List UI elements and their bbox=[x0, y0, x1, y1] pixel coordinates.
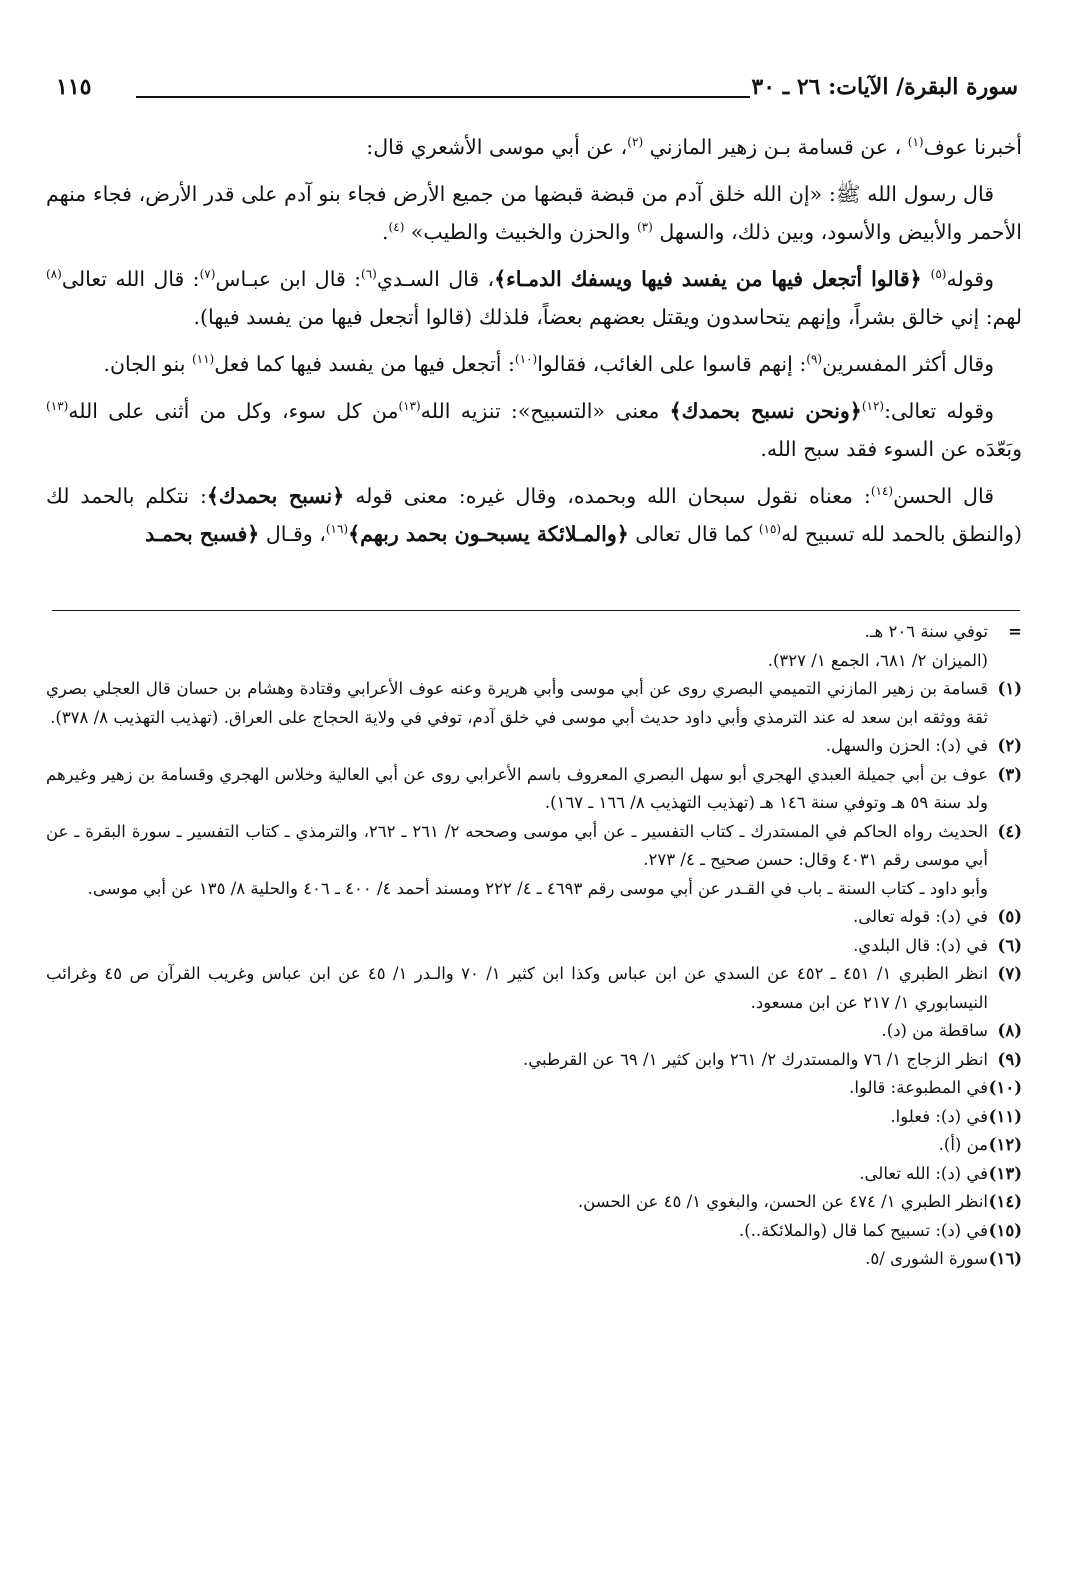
footnote-number: (٨) bbox=[997, 1021, 1022, 1040]
text: : قال الله تعالى bbox=[61, 267, 200, 291]
text: ، عن أبي موسى الأشعري قال: bbox=[366, 135, 628, 159]
continuation-mark: = bbox=[1008, 622, 1022, 641]
paragraph-2 bbox=[46, 175, 1022, 251]
footnote-text: توفي سنة ٢٠٦ هـ. bbox=[864, 622, 988, 641]
footnote-number: (١٢) bbox=[988, 1135, 1022, 1154]
footnote-text: في (د): قال البلدي. bbox=[853, 935, 988, 955]
footnote-ref-6: (٦) bbox=[361, 267, 377, 282]
footnote-number: (١٦) bbox=[988, 1249, 1022, 1268]
footnote-text: ساقطة من (د). bbox=[881, 1021, 988, 1040]
footnote-15 bbox=[46, 1217, 1022, 1246]
footnote-5 bbox=[46, 903, 1022, 932]
footnote-ref-7: (٧) bbox=[199, 267, 216, 282]
footnote-text: في المطبوعة: قالوا. bbox=[849, 1078, 988, 1097]
footnote-number: (٩) bbox=[997, 1049, 1022, 1069]
footnote-ref-9: (٩) bbox=[806, 352, 823, 367]
footnote-4 bbox=[46, 818, 1022, 875]
footnote-14 bbox=[46, 1188, 1022, 1217]
footnote-ref-14: (١٤) bbox=[870, 484, 894, 499]
footnote-text: سورة الشورى /٥. bbox=[865, 1249, 988, 1268]
text: ، وقـال bbox=[259, 522, 326, 546]
paragraph-6 bbox=[46, 477, 1022, 553]
footnote-7 bbox=[46, 960, 1022, 1017]
footnote-8 bbox=[46, 1017, 1022, 1046]
footnote-number: (٦) bbox=[997, 935, 1022, 955]
text: وقال أكثر المفسرين bbox=[822, 352, 994, 376]
footnote-ref-13b: (١٣) bbox=[46, 399, 69, 414]
footnote-16 bbox=[46, 1245, 1022, 1274]
footnote-text: في (د): الحزن والسهل. bbox=[825, 736, 988, 755]
footnote-text: (الميزان ٢/ ٦٨١، الجمع ١/ ٣٢٧). bbox=[767, 650, 988, 670]
footnote-text: من (أ). bbox=[938, 1135, 988, 1154]
footnote-1 bbox=[46, 675, 1022, 732]
footnote-11 bbox=[46, 1103, 1022, 1132]
footnotes bbox=[46, 618, 1022, 1274]
paragraph-1 bbox=[46, 128, 1022, 166]
footnote-ref-16: (١٦) bbox=[325, 522, 349, 537]
footnote-text: في (د): الله تعالى. bbox=[859, 1163, 988, 1183]
footnote-continuation bbox=[46, 618, 1022, 647]
footnote-number: (١٥) bbox=[988, 1220, 1022, 1240]
footnote-9 bbox=[46, 1046, 1022, 1075]
footnote-text: وأبو داود ـ كتاب السنة ـ باب في القـدر عن أبي موسى رقم ٤٦٩٣ ـ ٤/ ٢٢٢ ومسند أحمد ٤/ ٤٠٠ ـ ٤٠٦ والحلية ٨/ ١٣٥ عن أبي موسى. bbox=[87, 878, 988, 898]
text: كما قال تعالى bbox=[628, 522, 759, 546]
footnote-number: (٥) bbox=[997, 907, 1022, 926]
text: : أتجعل فيها من يفسد فيها كما فعل bbox=[214, 352, 515, 376]
running-header bbox=[56, 72, 1018, 112]
footnote-text: في (د): قوله تعالى. bbox=[852, 907, 988, 926]
header-rule bbox=[136, 96, 750, 98]
text: قال الحسن bbox=[893, 484, 994, 508]
footnote-number: (١٣) bbox=[988, 1163, 1022, 1183]
text: بنو الجان. bbox=[103, 352, 192, 376]
footnote-text: انظر الزجاج ١/ ٧٦ والمستدرك ٢/ ٢٦١ وابن كثير ١/ ٦٩ عن القرطبي. bbox=[522, 1049, 988, 1069]
footnote-2 bbox=[46, 732, 1022, 761]
footnote-number: (١٠) bbox=[988, 1078, 1022, 1097]
footnote-number: (٧) bbox=[997, 964, 1022, 983]
footnote-ref-15: (١٥) bbox=[758, 522, 782, 537]
text: ، قال السـدي bbox=[376, 267, 495, 291]
text: : إنهم قاسوا على الغائب، فقالوا bbox=[537, 352, 807, 376]
text: من كل سوء، وكل من أثنى على الله bbox=[68, 399, 399, 423]
main-text bbox=[46, 128, 1022, 562]
footnote-12 bbox=[46, 1131, 1022, 1160]
footnote-ref-8: (٨) bbox=[46, 267, 62, 282]
footnote-text: في (د): تسبيح كما قال (والملائكة..). bbox=[738, 1220, 988, 1240]
footnote-number: (١) bbox=[997, 679, 1022, 698]
footnote-number: (٣) bbox=[997, 764, 1022, 784]
footnote-continuation bbox=[46, 647, 1022, 676]
footnote-ref-1: (١) bbox=[907, 135, 924, 150]
footnote-text: انظر الطبري ١/ ٤٧٤ عن الحسن، والبغوي ١/ ٤٥ عن الحسن. bbox=[577, 1192, 988, 1211]
quran-verse: ﴿نسبح بحمدك﴾ bbox=[206, 484, 345, 508]
text: وقوله bbox=[946, 267, 994, 291]
text: لهم: إني خالق بشراً، وإنهم يتحاسدون ويقتل بعضهم بعضاً، فلذلك (قالوا أتجعل فيها من يفسد فيها). bbox=[193, 305, 1022, 329]
page-number: ١١٥ bbox=[56, 74, 92, 100]
running-title: سورة البقرة/ الآيات: ٢٦ ـ ٣٠ bbox=[751, 74, 1018, 100]
text: وقوله تعالى: bbox=[884, 399, 994, 423]
quran-verse: ﴿قالوا أتجعل فيها من يفسد فيها ويسفك الدمـاء﴾ bbox=[494, 267, 931, 291]
text: قال رسول الله ﷺ: «إن الله خلق آدم من قبضة قبضها من جميع الأرض فجاء بنو آدم على قدر الأرض، فجاء منهم الأحمر والأبيض والأسود، وبين ذلك، والسهل bbox=[46, 182, 1022, 244]
footnote-separator bbox=[52, 610, 1020, 611]
footnote-ref-10: (١٠) bbox=[514, 352, 538, 367]
footnote-ref-4: (٤) bbox=[388, 220, 405, 235]
paragraph-5 bbox=[46, 392, 1022, 468]
paragraph-4 bbox=[46, 345, 1022, 383]
footnote-number: (٤) bbox=[997, 821, 1022, 841]
footnote-13 bbox=[46, 1160, 1022, 1189]
footnote-ref-13: (١٣) bbox=[398, 399, 421, 414]
footnote-text: الحديث رواه الحاكم في المستدرك ـ كتاب التفسير ـ عن أبي موسى وصححه ٢/ ٢٦١ ـ ٢٦٢، والترمذي ـ كتاب التفسير ـ سورة البقرة ـ عن أبي موسى رقم ٤٠٣١ وقال: حسن صحيح ـ ٤/ ٢٧٣. bbox=[46, 821, 988, 869]
footnote-ref-2: (٢) bbox=[627, 135, 644, 150]
footnote-10 bbox=[46, 1074, 1022, 1103]
text: والحزن والخبيث والطيب» bbox=[404, 220, 637, 244]
footnote-3 bbox=[46, 761, 1022, 818]
footnote-ref-3: (٣) bbox=[636, 220, 653, 235]
footnote-6 bbox=[46, 932, 1022, 961]
footnote-number: (١١) bbox=[988, 1106, 1022, 1126]
quran-verse: ﴿والمـلائكة يسبحـون بحمد ربهم﴾ bbox=[348, 522, 629, 546]
footnote-ref-12: (١٢) bbox=[861, 399, 885, 414]
text: وبَعّدَه عن السوء فقد سبح الله. bbox=[760, 437, 1022, 461]
footnote-number: (١٤) bbox=[988, 1192, 1022, 1211]
paragraph-3 bbox=[46, 260, 1022, 336]
text: : نتكلم بالحمد لك (والنطق بالحمد لله تسبيح له bbox=[46, 484, 1022, 546]
text: أخبرنا عوف bbox=[923, 135, 1022, 159]
footnote-text: عوف بن أبي جميلة العبدي الهجري أبو سهل البصري المعروف باسم الأعرابي روى عن أبي العالية وخلاس الهجري وقسامة بن زهير وغيرهم ولد سنة ٥٩ هـ وتوفي سنة ١٤٦ هـ (تهذيب التهذيب ٨/ ١٦٦ ـ ١٦٧). bbox=[46, 764, 988, 812]
footnote-text: انظر الطبري ١/ ٤٥١ ـ ٤٥٢ عن السدي عن ابن عباس وكذا ابن كثير ١/ ٧٠ والـدر ١/ ٤٥ عن ابن عباس وغريب القرآن ص ٤٥ وغرائب النيسابوري ١/ ٢١٧ عن ابن مسعود. bbox=[46, 964, 988, 1012]
text: : معناه نقول سبحان الله وبحمده، وقال غيره: معنى قوله bbox=[344, 484, 871, 508]
text: ، عن قسامة بـن زهير المازني bbox=[643, 135, 908, 159]
footnote-4-continued bbox=[46, 875, 1022, 904]
footnote-text: في (د): فعلوا. bbox=[890, 1106, 988, 1126]
quran-verse: ﴿ونحن نسبح بحمدك﴾ bbox=[669, 399, 862, 423]
footnote-ref-5: (٥) bbox=[930, 267, 947, 282]
footnote-number: (٢) bbox=[997, 736, 1022, 755]
quran-verse: ﴿فسبح بحمـد bbox=[145, 522, 260, 546]
footnote-text: قسامة بن زهير المازني التميمي البصري روى عن أبي موسى وأبي هريرة وعنه عوف الأعرابي وقتادة وهشام بن حسان قال العجلي بصري ثقة ووثقه ابن سعد له عند الترمذي وأبي داود حديث أبي موسى في خلق آدم، توفي في ولاية الحجاج على العراق. (تهذيب التهذيب ٨/ ٣٧٨). bbox=[46, 679, 988, 727]
footnote-ref-11: (١١) bbox=[191, 352, 215, 367]
text: . bbox=[382, 220, 389, 244]
text: : قال ابن عبـاس bbox=[215, 267, 361, 291]
text: معنى «التسبيح»: تنزيه الله bbox=[420, 399, 670, 423]
